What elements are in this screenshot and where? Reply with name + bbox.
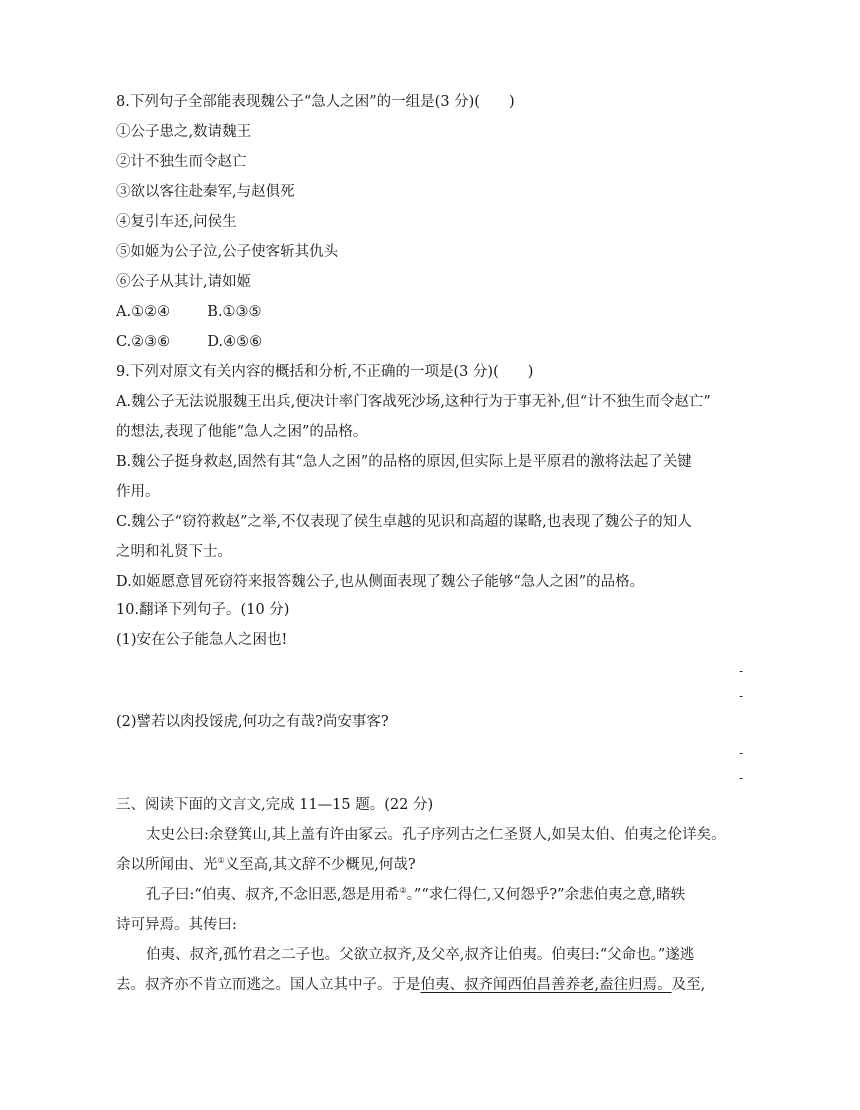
passage-paragraph-3-line-1: 伯夷、叔齐,孤竹君之二子也。父欲立叔齐,及父卒,叔齐让伯夷。伯夷曰:“父命也。”遂逃 bbox=[146, 947, 695, 963]
answer-blank-mark: - bbox=[739, 689, 744, 703]
q9-option-d: D.如姬愿意冒死窃符来报答魏公子,也从侧面表现了魏公子能够“急人之困”的品格。 bbox=[116, 574, 645, 590]
passage-paragraph-1-line-1: 太史公曰:余登箕山,其上盖有许由冢云。孔子序列古之仁圣贤人,如吴太伯、伯夷之伦详矣。 bbox=[146, 827, 726, 843]
q8-item-2: ②计不独生而令赵亡 bbox=[116, 154, 247, 170]
q8-options-row-2 bbox=[116, 332, 756, 352]
q8-item-4: ④复引车还,问侯生 bbox=[116, 214, 237, 230]
q9-option-c-line-1: C.魏公子“窃符救赵”之举,不仅表现了侯生卓越的见识和高超的谋略,也表现了魏公子的知人 bbox=[116, 514, 692, 530]
q10-sentence-1: (1)安在公子能急人之困也! bbox=[116, 632, 288, 648]
footnote-marker: ① bbox=[217, 856, 225, 866]
q8-option-b: B.①③⑤ bbox=[207, 304, 262, 320]
q9-option-a-line-2: 的想法,表现了他能“急人之困”的品格。 bbox=[116, 424, 368, 440]
passage-paragraph-1-line-2: 余以所闻由、光①义至高,其文辞不少概见,何哉? bbox=[116, 856, 416, 873]
q8-item-3: ③欲以客往赴秦军,与赵俱死 bbox=[116, 184, 295, 200]
q9-option-b-line-1: B.魏公子挺身救赵,固然有其“急人之困”的品格的原因,但实际上是平原君的激将法起了关键 bbox=[116, 454, 692, 470]
section-heading: 三、阅读下面的文言文,完成 11—15 题。(22 分) bbox=[116, 797, 434, 813]
q9-option-b-line-2: 作用。 bbox=[116, 484, 160, 500]
q8-option-c: C.②③⑥ bbox=[116, 334, 171, 350]
q9-option-a-line-1: A.魏公子无法说服魏王出兵,便决计率门客战死沙场,这种行为于事无补,但“计不独生而令赵亡” bbox=[116, 394, 711, 410]
q8-option-d: D.④⑤⑥ bbox=[207, 334, 263, 350]
q10-sentence-2: (2)譬若以肉投馁虎,何功之有哉?尚安事客? bbox=[116, 714, 389, 730]
q10-stem: 10.翻译下列句子。(10 分) bbox=[116, 602, 290, 618]
answer-blank-mark: - bbox=[739, 664, 744, 678]
underlined-sentence: 伯夷、叔齐闻西伯昌善养老,盍往归焉。 bbox=[420, 977, 672, 993]
q8-item-5: ⑤如姬为公子泣,公子使客斩其仇头 bbox=[116, 244, 339, 260]
passage-paragraph-3-line-2: 去。叔齐亦不肯立而逃之。国人立其中子。于是伯夷、叔齐闻西伯昌善养老,盍往归焉。及至, bbox=[116, 977, 706, 993]
q8-item-6: ⑥公子从其计,请如姬 bbox=[116, 274, 252, 290]
q8-option-a: A.①②④ bbox=[116, 304, 171, 320]
passage-paragraph-2-line-2: 诗可异焉。其传曰: bbox=[116, 917, 237, 933]
passage-paragraph-2-line-1: 孔子曰:“伯夷、叔齐,不念旧恶,怨是用希②。”“求仁得仁,又何怨乎?”余悲伯夷之意,睹轶 bbox=[146, 886, 686, 903]
q9-stem: 9.下列对原文有关内容的概括和分析,不正确的一项是(3 分)( ) bbox=[116, 364, 534, 380]
q8-stem: 8.下列句子全部能表现魏公子“急人之困”的一组是(3 分)( ) bbox=[116, 94, 515, 110]
q9-option-c-line-2: 之明和礼贤下士。 bbox=[116, 544, 232, 560]
answer-blank-mark: - bbox=[739, 771, 744, 785]
q8-options-row-1 bbox=[116, 302, 756, 322]
footnote-marker: ② bbox=[399, 886, 407, 896]
answer-blank-mark: - bbox=[739, 746, 744, 760]
q8-item-1: ①公子患之,数请魏王 bbox=[116, 124, 252, 140]
